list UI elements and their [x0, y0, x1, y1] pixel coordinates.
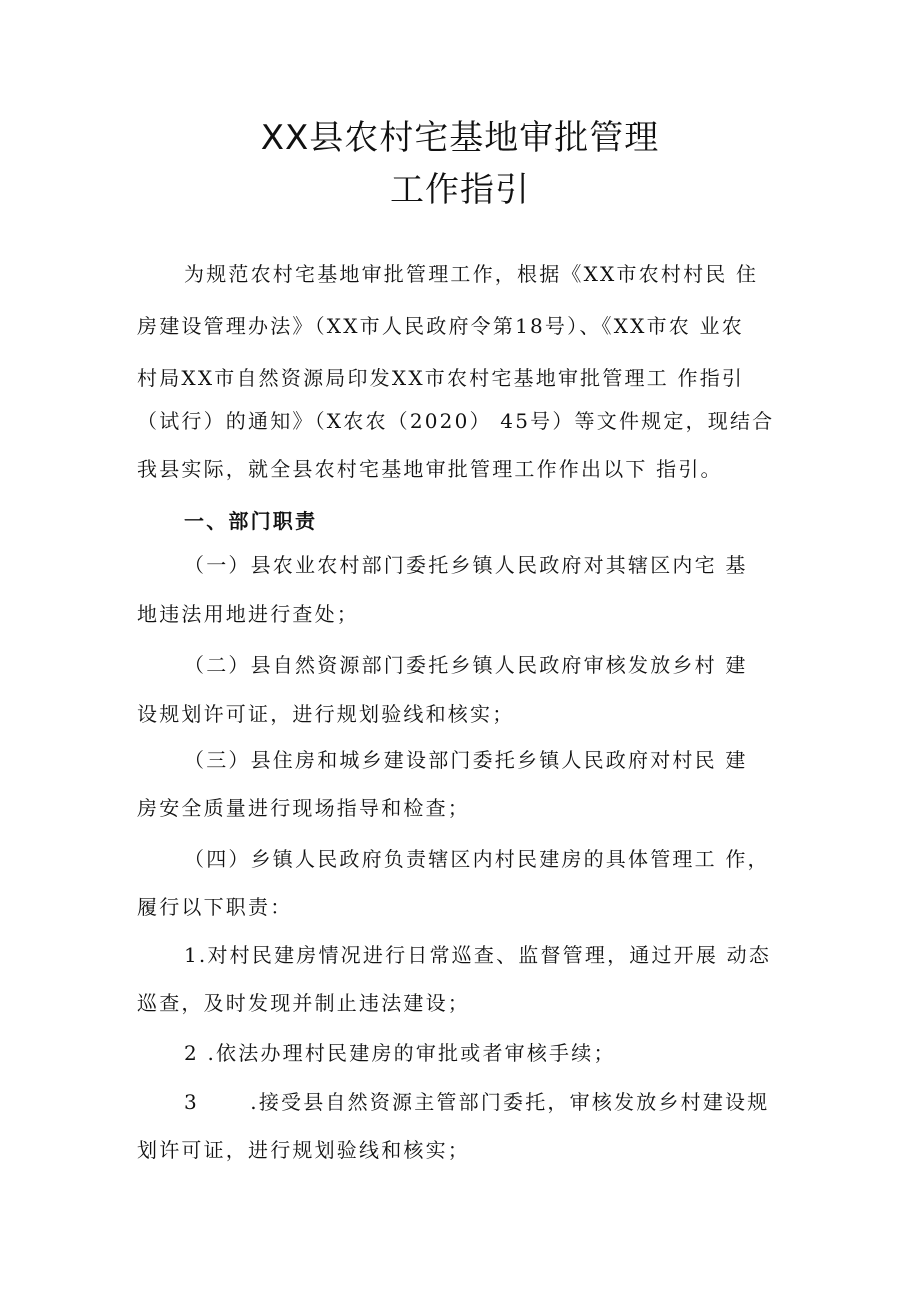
- paragraph-line: 为规范农村宅基地审批管理工作，根据《XX市农村村民 住: [184, 262, 759, 286]
- paragraph-line: 我县实际，就全县农村宅基地审批管理工作作出以下 指引。: [137, 457, 723, 481]
- document-subtitle: 工作指引: [390, 170, 530, 210]
- paragraph-line: 房安全质量进行现场指导和检查；: [137, 796, 470, 820]
- paragraph-line: 履行以下职责：: [137, 895, 293, 919]
- list-item: 1.对村民建房情况进行日常巡查、监督管理，通过开展 动态: [184, 943, 772, 967]
- paragraph-line: 设规划许可证，进行规划验线和核实；: [137, 702, 515, 726]
- list-item: 2 .依法办理村民建房的审批或者审核手续；: [184, 1041, 616, 1065]
- paragraph-line: 村局XX市自然资源局印发XX市农村宅基地审批管理工 作指引: [137, 366, 745, 390]
- paragraph-line: （三）县住房和城乡建设部门委托乡镇人民政府对村民 建: [184, 748, 748, 772]
- list-item: 3 .接受县自然资源主管部门委托，审核发放乡村建设规: [184, 1090, 770, 1114]
- paragraph-line: （试行）的通知》（X农农（2020） 45号）等文件规定，现结合: [137, 409, 775, 433]
- paragraph-line: 房建设管理办法》（XX市人民政府令第18号）、《XX市农 业农: [137, 314, 744, 338]
- paragraph-line: （二）县自然资源部门委托乡镇人民政府审核发放乡村 建: [184, 653, 748, 677]
- paragraph-line: （一）县农业农村部门委托乡镇人民政府对其辖区内宅 基: [184, 553, 748, 577]
- paragraph-line: 划许可证，进行规划验线和核实；: [137, 1138, 470, 1162]
- paragraph-line: 地违法用地进行查处；: [137, 602, 359, 626]
- section-heading: 一、部门职责: [184, 509, 318, 533]
- paragraph-line: （四）乡镇人民政府负责辖区内村民建房的具体管理工 作，: [184, 847, 770, 871]
- document-title: XX县农村宅基地审批管理: [260, 118, 660, 158]
- paragraph-line: 巡查，及时发现并制止违法建设；: [137, 991, 470, 1015]
